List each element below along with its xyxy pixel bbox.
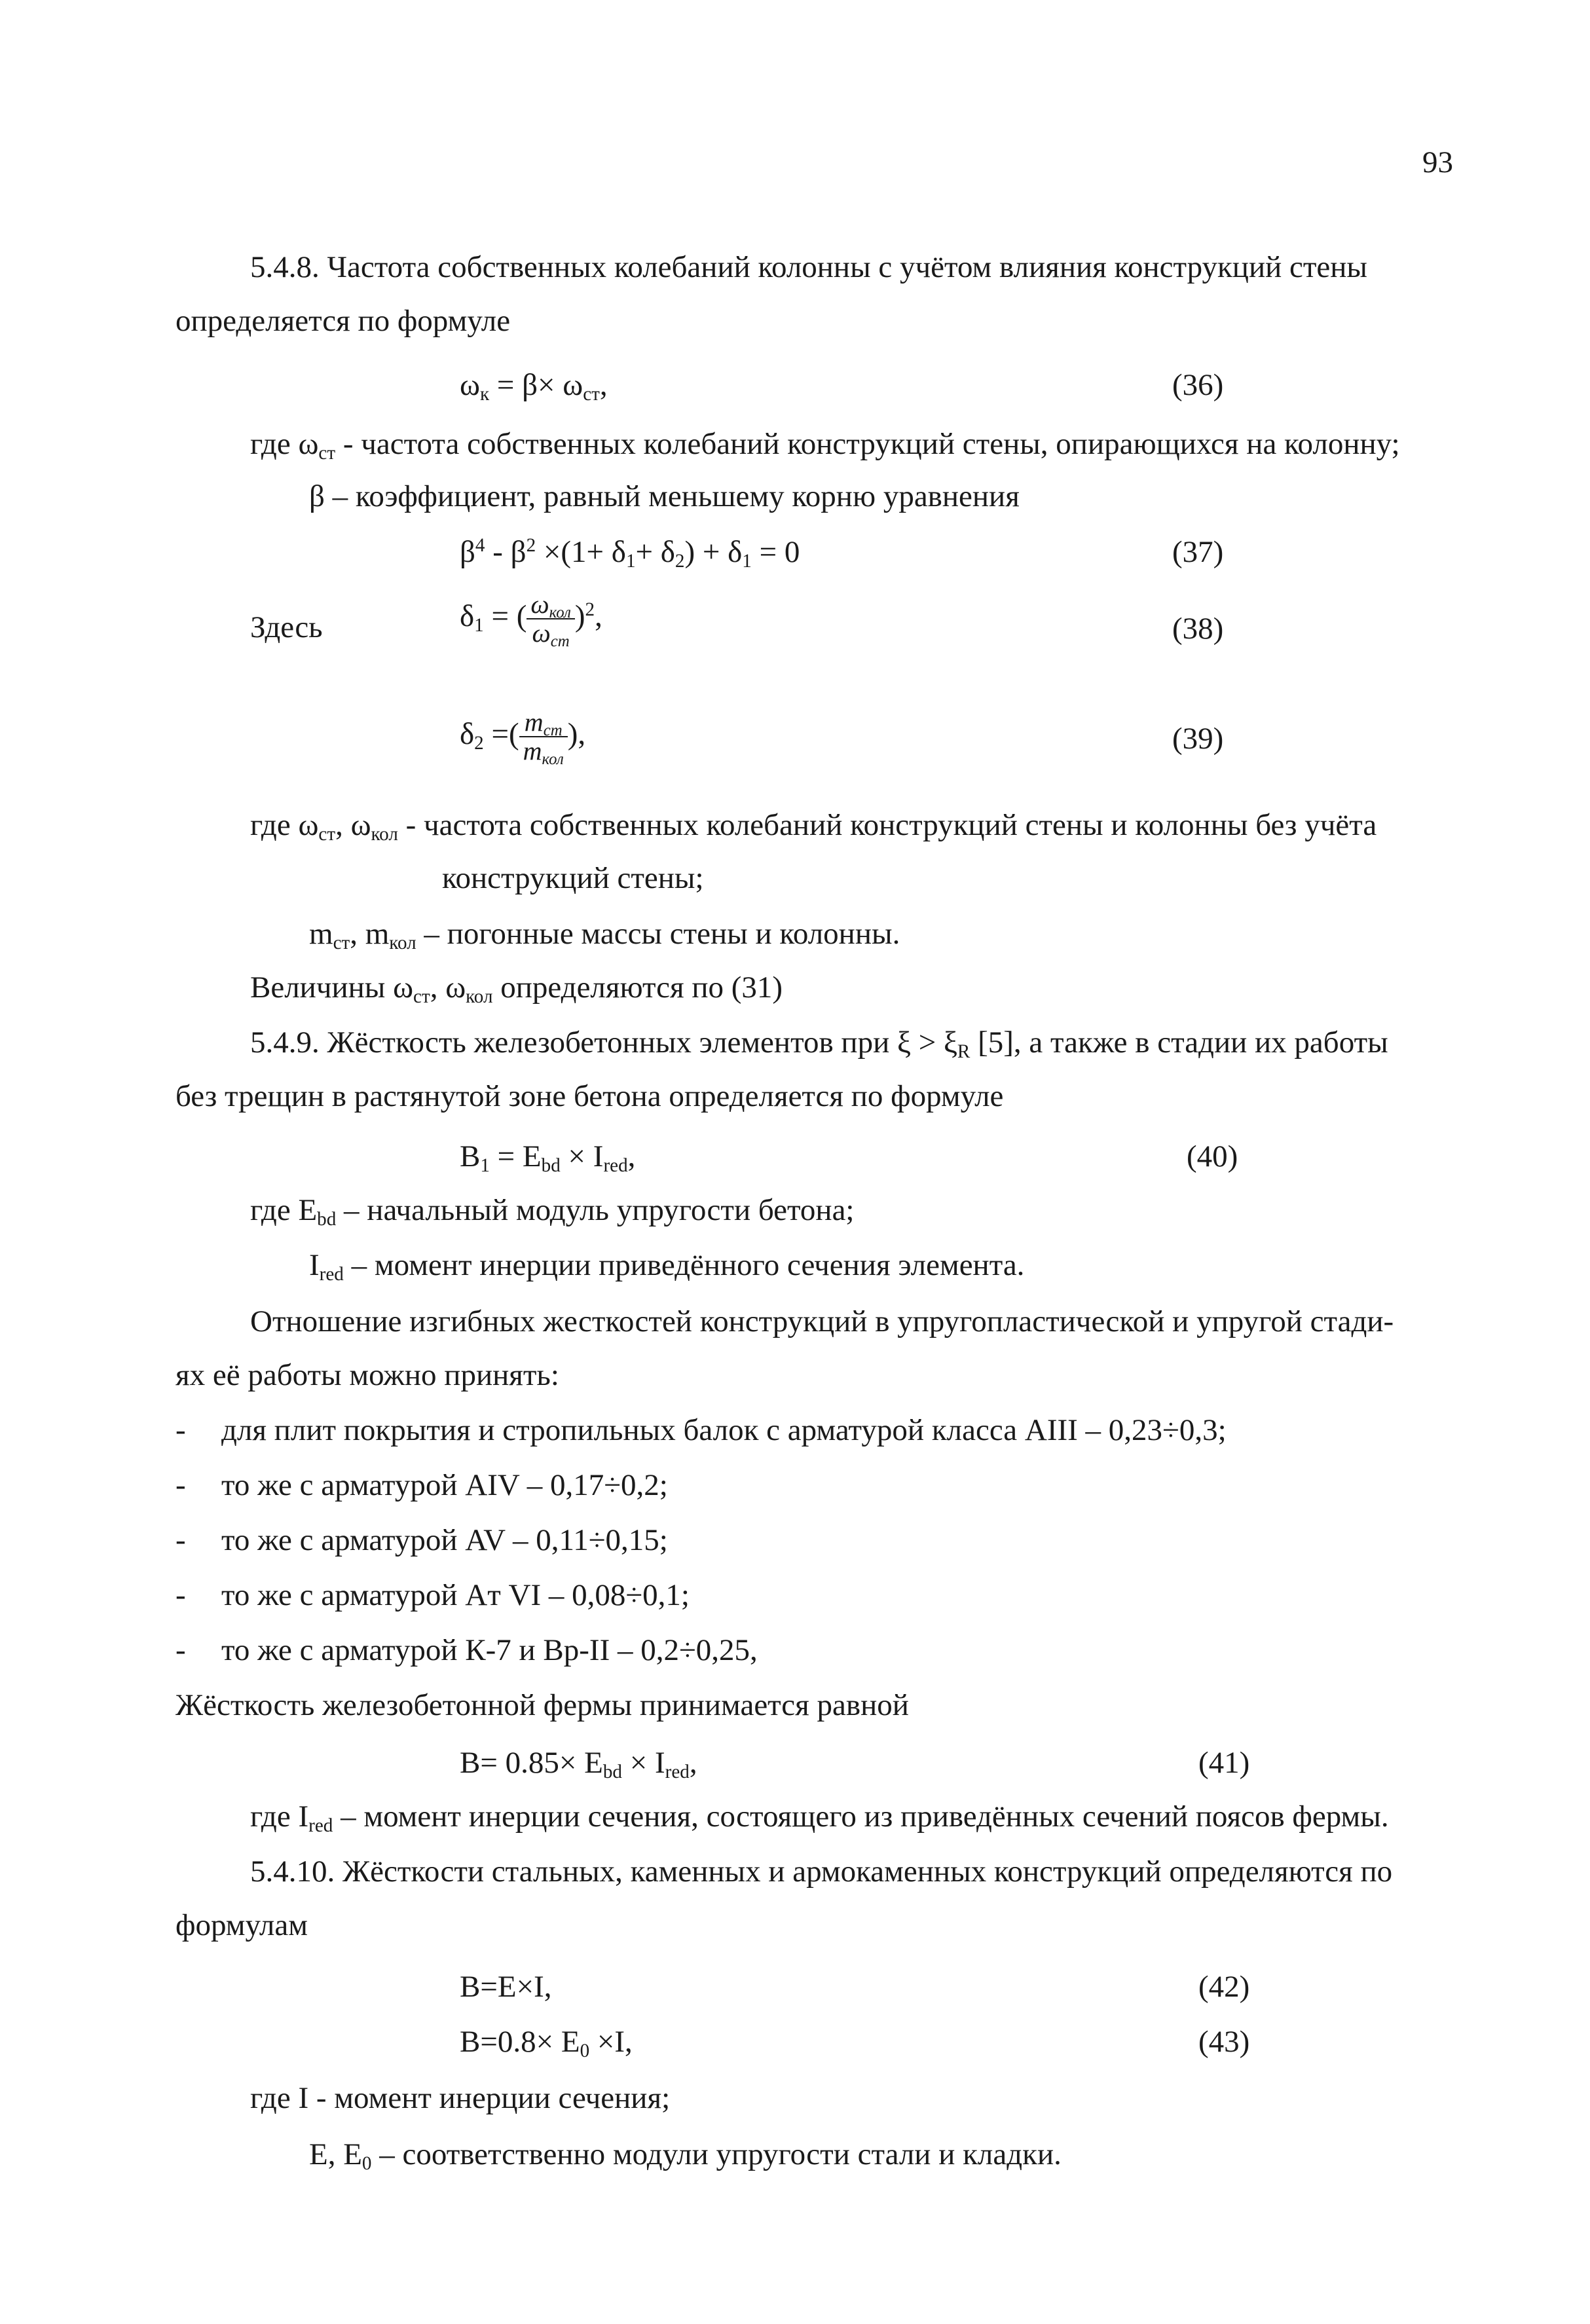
- formula-37: $\beta^4 - \beta^2 \times(1+ \delta_1+ \delta_2) + \delta_1 = 0$: [460, 534, 800, 572]
- where-masses: $m_{ст}$, $m_{кол}$ – погонные массы стены и колонны.: [309, 917, 900, 954]
- ratio-line2: ях её работы можно принять:: [176, 1358, 559, 1392]
- bullet-item: то же с арматурой AV – 0,11÷0,15;: [221, 1523, 668, 1557]
- bullet-item: то же с арматурой Aт VI – 0,08÷0,1;: [221, 1578, 690, 1612]
- section-5-4-9-line1: 5.4.9. Жёсткость железобетонных элементов при $\xi > \xi_R$ [5], а также в стадии их работы: [250, 1025, 1388, 1063]
- bullet-dash: -: [176, 1523, 186, 1557]
- formula-38-fraction: $\frac{\omega_{кол}}{\omega_{ст}}$: [527, 591, 575, 647]
- section-5-4-9-line2: без трещин в растянутой зоне бетона определяется по формуле: [176, 1079, 1004, 1113]
- formula-37-number: (37): [1172, 535, 1224, 569]
- bullet-dash: -: [176, 1578, 186, 1612]
- where-omega-cont: конструкций стены;: [442, 861, 704, 895]
- formula-42: B=E×I,: [460, 1970, 552, 2004]
- where-omega-st: где $\omega_{ст}$ - частота собственных колебаний конструкций стены, опирающихся на колонну;: [250, 427, 1400, 464]
- values-defined: Величины $\omega_{ст}$, $\omega_{кол}$ определяются по (31): [250, 970, 783, 1008]
- bullet-dash: -: [176, 1413, 186, 1447]
- formula-40: $B_1 = E_{bd} \times I_{red}$,: [460, 1139, 636, 1177]
- label-zdes: Здесь: [250, 610, 323, 644]
- formula-39: $\delta_2$ =( $\frac{m_{ст}}{m_{кол}}$ ),: [460, 707, 586, 768]
- truss-stiffness: Жёсткость железобетонной фермы принимается равной: [176, 1688, 909, 1722]
- where-i-steel: где I - момент инерции сечения;: [250, 2081, 671, 2115]
- formula-40-number: (40): [1187, 1139, 1238, 1173]
- page-number: 93: [1422, 145, 1453, 179]
- formula-43: $B=0.8\times E_0 \times I$,: [460, 2025, 633, 2062]
- bullet-item: для плит покрытия и стропильных балок с арматурой класса AIII – 0,23÷0,3;: [221, 1413, 1227, 1447]
- formula-39-number: (39): [1172, 722, 1224, 756]
- formula-42-number: (42): [1198, 1970, 1250, 2004]
- formula-41-number: (41): [1198, 1746, 1250, 1780]
- where-omega-st-kol: где $\omega_{ст}$, $\omega_{кол}$ - частота собственных колебаний конструкций стены и колонны без учёта: [250, 808, 1377, 845]
- bullet-item: то же с арматурой К-7 и Вр-II – 0,2÷0,25,: [221, 1633, 758, 1667]
- where-ired-truss: где $I_{red}$ – момент инерции сечения, состоящего из приведённых сечений поясов фермы.: [250, 1799, 1389, 1837]
- formula-38: $\delta_1$ = ( $\frac{\omega_{кол}}{\omega_{ст}}$ )$^2$,: [460, 589, 602, 650]
- formula-39-fraction: $\frac{m_{ст}}{m_{кол}}$: [519, 709, 568, 765]
- section-5-4-10-line2: формулам: [176, 1908, 308, 1942]
- formula-38-number: (38): [1172, 612, 1224, 646]
- bullet-dash: -: [176, 1468, 186, 1502]
- section-5-4-8-line1: 5.4.8. Частота собственных колебаний колонны с учётом влияния конструкций стены: [250, 250, 1367, 284]
- formula-43-number: (43): [1198, 2025, 1250, 2059]
- section-5-4-10-line1: 5.4.10. Жёсткости стальных, каменных и армокаменных конструкций определяются по: [250, 1854, 1393, 1889]
- where-ired: $I_{red}$ – момент инерции приведённого сечения элемента.: [309, 1248, 1025, 1285]
- where-e-e0: E, $E_0$ – соответственно модули упругости стали и кладки.: [309, 2137, 1062, 2175]
- section-5-4-8-line2: определяется по формуле: [176, 304, 511, 338]
- where-beta: β – коэффициент, равный меньшему корню уравнения: [309, 479, 1020, 513]
- formula-36: $\omega_к = \beta\times \omega_{ст}$,: [460, 368, 608, 405]
- formula-36-number: (36): [1172, 368, 1224, 402]
- where-ebd: где $E_{bd}$ – начальный модуль упругости бетона;: [250, 1193, 855, 1230]
- formula-41: $B= 0.85\times E_{bd} \times I_{red}$,: [460, 1746, 697, 1783]
- bullet-dash: -: [176, 1633, 186, 1667]
- bullet-item: то же с арматурой AIV – 0,17÷0,2;: [221, 1468, 668, 1502]
- ratio-line1: Отношение изгибных жесткостей конструкций в упругопластической и упругой стади-: [250, 1304, 1394, 1338]
